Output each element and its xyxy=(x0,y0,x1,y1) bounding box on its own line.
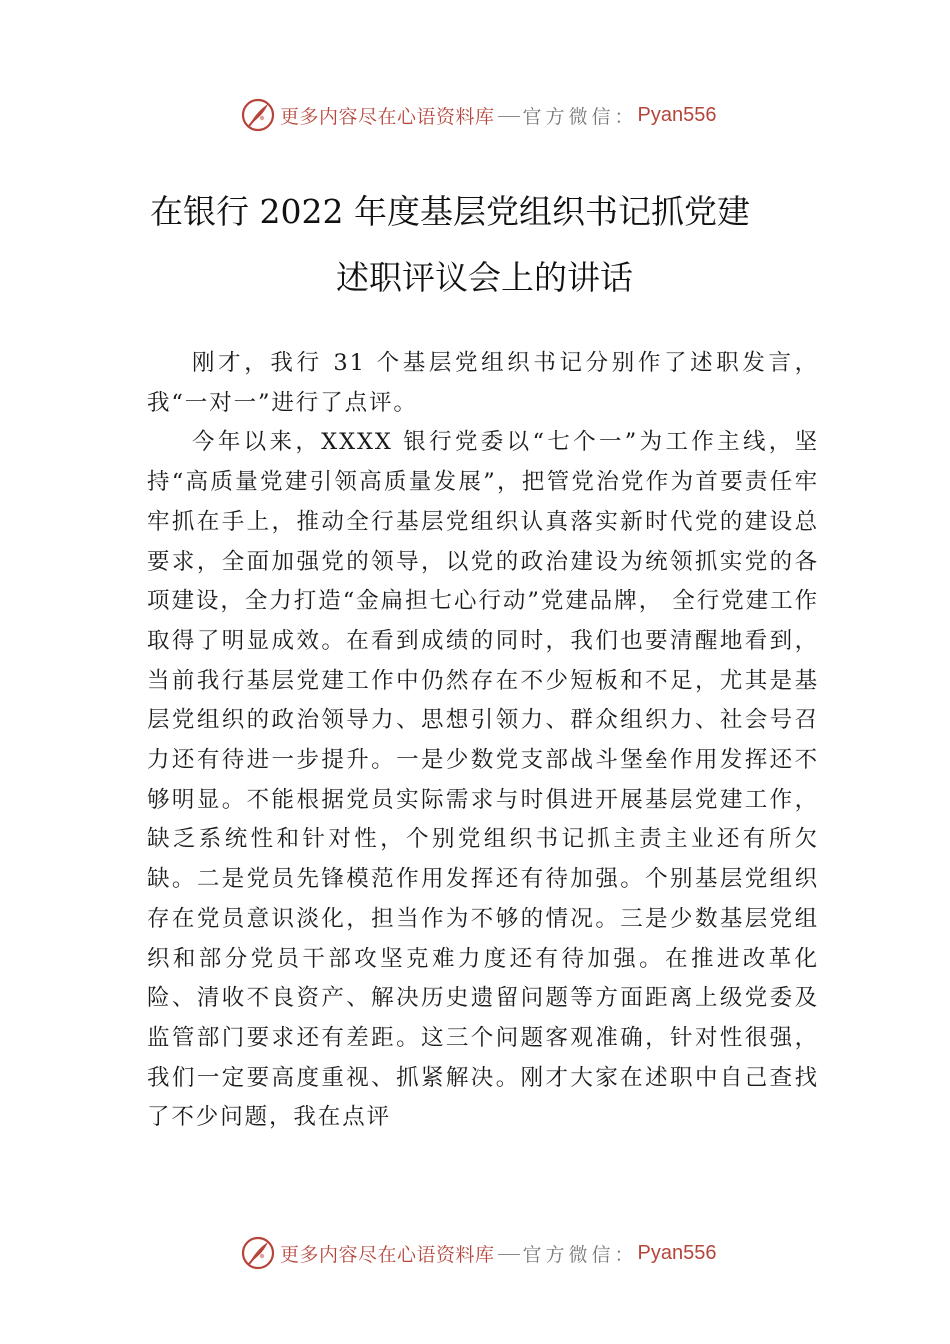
body-paragraph: 刚才，我行 31 个基层党组织书记分别作了述职发言，我“一对一”进行了点评。 xyxy=(147,350,819,416)
banner-brand-text: 更多内容尽在心语资料库 xyxy=(280,105,495,128)
banner-wechat-id: Pyan556 xyxy=(637,1241,717,1264)
footer-banner xyxy=(240,1233,717,1273)
header-banner xyxy=(240,95,717,135)
document-body xyxy=(147,344,819,1138)
banner-dash xyxy=(498,1254,520,1255)
quill-logo-icon xyxy=(240,1235,276,1271)
banner-official-label: 官方微信： xyxy=(522,105,638,128)
document-title-line-2: 述职评议会上的讲话 xyxy=(336,258,633,297)
banner-official-label: 官方微信： xyxy=(522,1243,638,1266)
body-paragraph: 今年以来，XXXX 银行党委以“七个一”为工作主线，坚持“高质量党建引领高质量发展”，把管党治党作为首要责任牢牢抓在手上，推动全行基层党组织认真落实新时代党的建设总要求，全面加强党的领导，以党的政治建设为统领抓实党的各项建设，全力打造“金扁担七心行动”党建品牌， 全行党建工作取得了明显成效。在看到成绩的同时，我们也要清醒地看到，当前我行基层党建工作中仍然存在不少短板和不足，尤其是基层党组织的政治领导力、思想引领力、群众组织力、社会号召力还有待进一步提升。一是少数党支部战斗堡垒作用发挥还不够明显。不能根据党员实际需求与时俱进开展基层党建工作，缺乏系统性和针对性，个别党组织书记抓主责主业还有所欠缺。二是党员先锋模范作用发挥还有待加强。个别基层党组织存在党员意识淡化，担当作为不够的情况。三是少数基层党组织和部分党员干部攻坚克难力度还有待加强。在推进改革化险、清收不良资产、解决历史遗留问题等方面距离上级党委及监管部门要求还有差距。这三个问题客观准确，针对性很强，我们一定要高度重视、抓紧解决。刚才大家在述职中自己查找了不少问题，我在点评 xyxy=(147,429,819,1131)
document-title-line-1: 在银行 2022 年度基层党组织书记抓党建 xyxy=(150,192,750,231)
banner-brand-text: 更多内容尽在心语资料库 xyxy=(280,1243,495,1266)
quill-logo-icon xyxy=(240,97,276,133)
banner-dash xyxy=(498,116,520,117)
banner-wechat-id: Pyan556 xyxy=(637,103,717,126)
